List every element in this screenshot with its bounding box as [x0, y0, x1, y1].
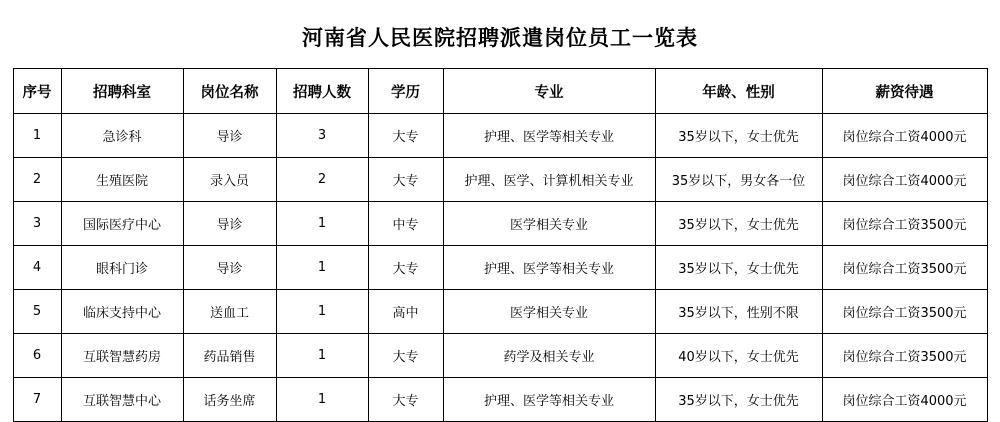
cell-education: 中专 — [368, 202, 443, 246]
table-row — [13, 246, 987, 290]
cell-department: 国际医疗中心 — [61, 202, 183, 246]
cell-count: 1 — [276, 246, 368, 290]
cell-job: 导诊 — [183, 246, 276, 290]
cell-department: 临床支持中心 — [61, 290, 183, 334]
table-row — [13, 290, 987, 334]
column-header-index: 序号 — [13, 69, 61, 114]
cell-count: 3 — [276, 114, 368, 158]
cell-age-gender: 35岁以下，性别不限 — [655, 290, 822, 334]
cell-index: 3 — [13, 202, 61, 246]
column-header-department: 招聘科室 — [61, 69, 183, 114]
column-header-job: 岗位名称 — [183, 69, 276, 114]
cell-index: 5 — [13, 290, 61, 334]
cell-education: 大专 — [368, 334, 443, 378]
cell-major: 药学及相关专业 — [443, 334, 655, 378]
cell-salary: 岗位综合工资3500元 — [822, 202, 987, 246]
cell-job: 录入员 — [183, 158, 276, 202]
cell-department: 眼科门诊 — [61, 246, 183, 290]
table-row — [13, 378, 987, 422]
cell-salary: 岗位综合工资4000元 — [822, 158, 987, 202]
cell-job: 药品销售 — [183, 334, 276, 378]
cell-major: 护理、医学等相关专业 — [443, 378, 655, 422]
column-header-age-gender: 年龄、性别 — [655, 69, 822, 114]
column-header-salary: 薪资待遇 — [822, 69, 987, 114]
cell-count: 1 — [276, 202, 368, 246]
cell-department: 互联智慧药房 — [61, 334, 183, 378]
column-header-count: 招聘人数 — [276, 69, 368, 114]
table-row — [13, 202, 987, 246]
cell-count: 2 — [276, 158, 368, 202]
cell-age-gender: 35岁以下，女士优先 — [655, 246, 822, 290]
cell-age-gender: 35岁以下，女士优先 — [655, 378, 822, 422]
cell-age-gender: 35岁以下，女士优先 — [655, 114, 822, 158]
cell-major: 医学相关专业 — [443, 202, 655, 246]
column-header-major: 专业 — [443, 69, 655, 114]
cell-education: 大专 — [368, 114, 443, 158]
cell-count: 1 — [276, 378, 368, 422]
cell-major: 护理、医学、计算机相关专业 — [443, 158, 655, 202]
table-row — [13, 114, 987, 158]
cell-index: 1 — [13, 114, 61, 158]
cell-salary: 岗位综合工资3500元 — [822, 334, 987, 378]
cell-index: 6 — [13, 334, 61, 378]
cell-job: 送血工 — [183, 290, 276, 334]
cell-count: 1 — [276, 334, 368, 378]
cell-salary: 岗位综合工资4000元 — [822, 114, 987, 158]
cell-department: 生殖医院 — [61, 158, 183, 202]
cell-education: 大专 — [368, 246, 443, 290]
column-header-education: 学历 — [368, 69, 443, 114]
cell-age-gender: 35岁以下，男女各一位 — [655, 158, 822, 202]
cell-index: 2 — [13, 158, 61, 202]
cell-salary: 岗位综合工资3500元 — [822, 246, 987, 290]
cell-major: 护理、医学等相关专业 — [443, 114, 655, 158]
cell-salary: 岗位综合工资4000元 — [822, 378, 987, 422]
cell-index: 4 — [13, 246, 61, 290]
cell-department: 急诊科 — [61, 114, 183, 158]
cell-count: 1 — [276, 290, 368, 334]
cell-major: 医学相关专业 — [443, 290, 655, 334]
cell-major: 护理、医学等相关专业 — [443, 246, 655, 290]
cell-education: 高中 — [368, 290, 443, 334]
table-row — [13, 158, 987, 202]
cell-job: 话务坐席 — [183, 378, 276, 422]
cell-age-gender: 35岁以下，女士优先 — [655, 202, 822, 246]
recruitment-table — [13, 68, 988, 422]
cell-salary: 岗位综合工资3500元 — [822, 290, 987, 334]
table-header-row — [13, 69, 987, 114]
cell-job: 导诊 — [183, 202, 276, 246]
page-title: 河南省人民医院招聘派遣岗位员工一览表 — [302, 26, 698, 50]
cell-age-gender: 40岁以下，女士优先 — [655, 334, 822, 378]
cell-department: 互联智慧中心 — [61, 378, 183, 422]
table-row — [13, 334, 987, 378]
cell-education: 大专 — [368, 158, 443, 202]
cell-job: 导诊 — [183, 114, 276, 158]
cell-education: 大专 — [368, 378, 443, 422]
cell-index: 7 — [13, 378, 61, 422]
